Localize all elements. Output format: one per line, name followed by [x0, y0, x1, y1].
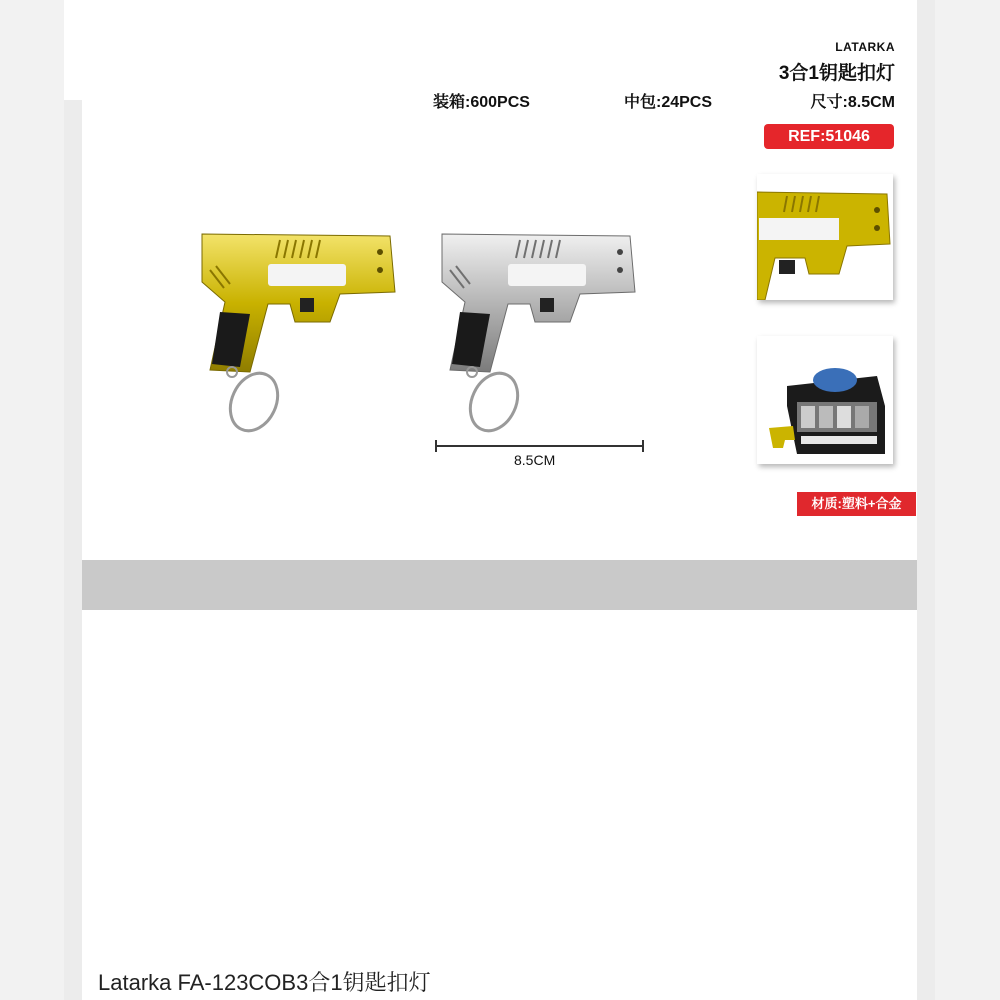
- size-spec: 尺寸:8.5CM: [810, 94, 895, 111]
- packing-box-spec: 装箱:600PCS: [433, 94, 530, 111]
- dimension-line: [436, 445, 643, 447]
- silver-gun-keychain-icon: [430, 222, 645, 437]
- inner-pack-spec: 中包:24PCS: [624, 94, 713, 111]
- dimension-tick-right: [642, 440, 644, 452]
- display-box-icon: [757, 336, 893, 464]
- right-gutter: [917, 0, 935, 1000]
- gold-gun-closeup-icon: [757, 174, 893, 300]
- separator-band: [82, 560, 917, 610]
- product-info-area: [82, 610, 917, 1000]
- header-area: [64, 0, 917, 100]
- left-gutter: [64, 100, 82, 1000]
- material-badge: 材质:塑料+合金: [797, 492, 916, 516]
- dimension-tick-left: [435, 440, 437, 452]
- dimension-label: 8.5CM: [514, 452, 556, 468]
- thumbnail-display-box[interactable]: [757, 336, 893, 464]
- product-title-cn: 3合1钥匙扣灯: [778, 63, 895, 84]
- product-caption[interactable]: Latarka FA-123COB3合1钥匙扣灯: [98, 970, 431, 995]
- gold-gun-keychain-icon: [190, 222, 405, 437]
- ref-badge: REF:51046: [764, 124, 894, 149]
- thumbnail-gold-closeup[interactable]: [757, 174, 893, 300]
- brand-label: LATARKA: [835, 40, 895, 54]
